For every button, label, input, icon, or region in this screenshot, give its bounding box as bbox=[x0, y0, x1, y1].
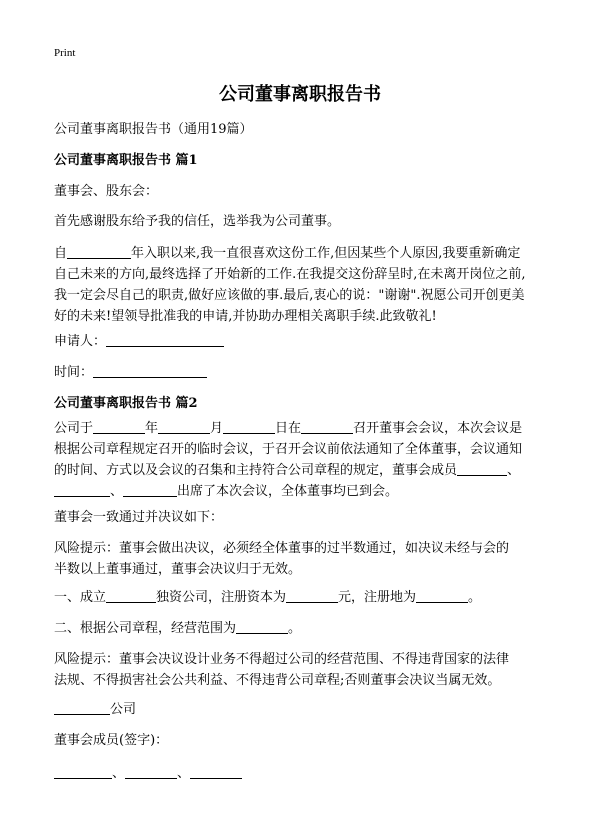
item2-a: 二、根据公司章程，经营范围为 bbox=[54, 621, 237, 636]
applicant-blank bbox=[106, 333, 224, 347]
item1-c: 元，注册地为 bbox=[338, 590, 417, 605]
time-label: 时间： bbox=[54, 365, 94, 380]
blank-member3 bbox=[123, 483, 177, 497]
blank-day bbox=[223, 420, 275, 434]
l1-b: 年 bbox=[145, 421, 159, 436]
p2-line4: 好的未来!望领导批准我的申请,并协助办理相关离职手续.此致敬礼! bbox=[54, 309, 437, 324]
item1-b: 独资公司，注册资本为 bbox=[156, 590, 287, 605]
salutation: 董事会、股东会： bbox=[54, 184, 159, 199]
l3-a: 的时间、方式以及会议的召集和主持符合公司章程的规定，董事会成员 bbox=[54, 463, 458, 478]
l3-b: 、 bbox=[507, 463, 521, 478]
sign-blank-2 bbox=[125, 765, 177, 779]
item-2 bbox=[54, 618, 560, 639]
item1-a: 一、成立 bbox=[54, 590, 107, 605]
risk2-line2: 法规、不得损害社会公共利益、不得违背公司章程;否则董事会决议当属无效。 bbox=[54, 673, 501, 688]
document-subtitle: 公司董事离职报告书（通用19篇） bbox=[54, 122, 253, 137]
year-blank bbox=[67, 245, 131, 259]
blank-month bbox=[158, 420, 210, 434]
l1-c: 月 bbox=[210, 421, 224, 436]
risk1-line1: 风险提示：董事会做出决议，必须经全体董事的过半数通过，如决议未经与会的 bbox=[54, 541, 510, 556]
l1-a: 公司于 bbox=[54, 421, 94, 436]
risk-notice-1 bbox=[54, 538, 560, 580]
l2: 根据公司章程规定召开的临时会议，于召开会议前依法通知了全体董事，会议通知 bbox=[54, 442, 523, 457]
item2-b: 。 bbox=[288, 621, 302, 636]
time-blank bbox=[93, 364, 207, 378]
signature-line bbox=[54, 763, 560, 784]
section2-heading: 公司董事离职报告书 篇2 bbox=[54, 396, 198, 411]
blank-company bbox=[106, 589, 156, 603]
company-line bbox=[54, 699, 560, 720]
blank-year bbox=[93, 420, 145, 434]
blank-company-name bbox=[54, 701, 110, 715]
applicant-line bbox=[54, 331, 560, 352]
risk1-line2: 半数以上董事通过，董事会决议归于无效。 bbox=[54, 562, 302, 577]
l4-a: 、 bbox=[110, 484, 124, 499]
l1-e: 召开董事会会议，本次会议是 bbox=[353, 421, 523, 436]
blank-capital bbox=[286, 589, 338, 603]
meeting-paragraph bbox=[54, 418, 560, 502]
sign-sep-1: 、 bbox=[112, 766, 126, 781]
company-label: 公司 bbox=[110, 702, 137, 717]
p2-line1: 年入职以来,我一直很喜欢这份工作,但因某些个人原因,我要重新确定 bbox=[131, 246, 521, 261]
section1-heading: 公司董事离职报告书 篇1 bbox=[54, 153, 198, 168]
blank-member2 bbox=[54, 483, 110, 497]
blank-location bbox=[416, 589, 468, 603]
board-members-label: 董事会成员(签字)： bbox=[54, 733, 169, 748]
sign-sep-2: 、 bbox=[177, 766, 191, 781]
document-title: 公司董事离职报告书 bbox=[219, 84, 381, 105]
p2-prefix: 自 bbox=[54, 246, 68, 261]
p2-line2: 自己未来的方向,最终选择了开始新的工作.在我提交这份辞呈时,在未离开岗位之前, bbox=[54, 267, 526, 282]
l4-b: 出席了本次会议，全体董事均已到会。 bbox=[177, 484, 399, 499]
blank-scope bbox=[236, 620, 288, 634]
resolution-intro: 董事会一致通过并决议如下： bbox=[54, 510, 224, 525]
sign-blank-3 bbox=[190, 765, 242, 779]
risk-notice-2 bbox=[54, 649, 560, 691]
item-1 bbox=[54, 587, 560, 608]
blank-place bbox=[301, 420, 353, 434]
l1-d: 日在 bbox=[275, 421, 302, 436]
risk2-line1: 风险提示：董事会决议设计业务不得超过公司的经营范围、不得违背国家的法律 bbox=[54, 652, 510, 667]
print-label[interactable]: Print bbox=[54, 47, 76, 59]
time-line bbox=[54, 362, 560, 383]
p2-line3: 我一定会尽自己的职责,做好应该做的事.最后,衷心的说："谢谢".祝愿公司开创更美 bbox=[54, 288, 525, 303]
applicant-label: 申请人： bbox=[54, 334, 107, 349]
blank-member1 bbox=[457, 462, 507, 476]
item1-d: 。 bbox=[468, 590, 482, 605]
sign-blank-1 bbox=[54, 765, 112, 779]
paragraph-thanks: 首先感谢股东给予我的信任，选举我为公司董事。 bbox=[54, 214, 341, 229]
paragraph-resignation bbox=[54, 243, 560, 327]
